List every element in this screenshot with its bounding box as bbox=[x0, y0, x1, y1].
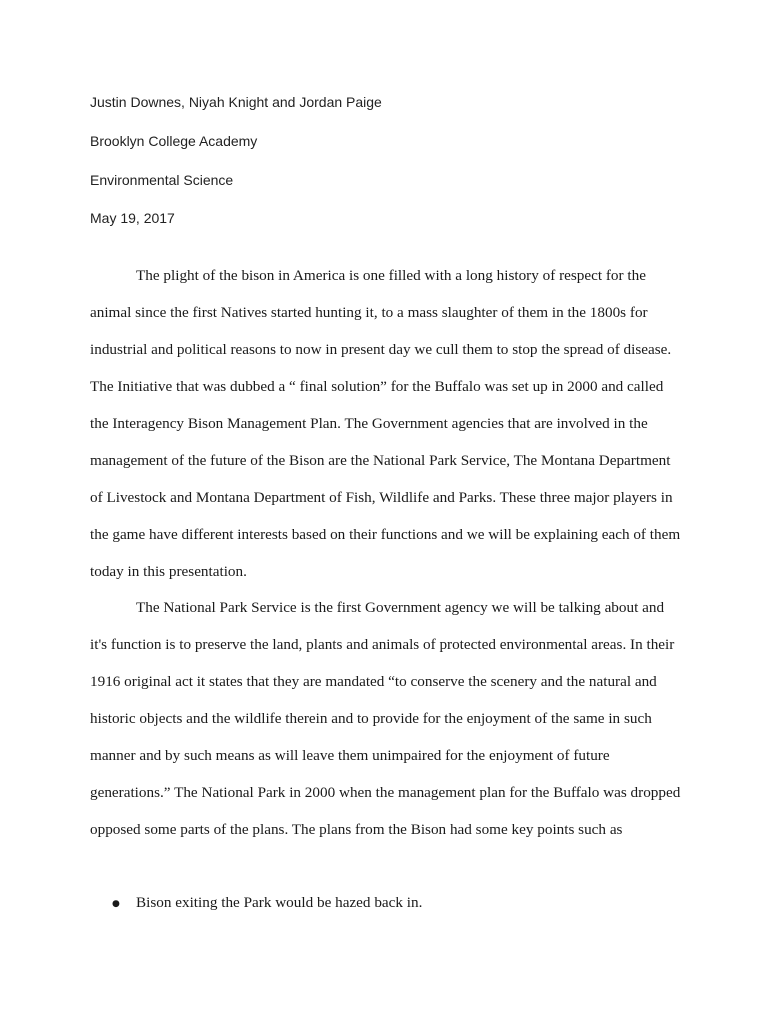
paragraph-line: animal since the first Natives started hunting it, to a mass slaughter of them in the 1800s for bbox=[90, 304, 648, 321]
paragraph-line: The plight of the bison in America is one filled with a long history of respect for the bbox=[136, 267, 646, 284]
paragraph-line: industrial and political reasons to now in present day we cull them to stop the spread of disease. bbox=[90, 341, 672, 358]
paragraph-line: 1916 original act it states that they are mandated “to conserve the scenery and the natural and bbox=[90, 673, 657, 690]
paragraph-line: historic objects and the wildlife therein and to provide for the enjoyment of the same in such bbox=[90, 710, 652, 727]
paragraph-line: of Livestock and Montana Department of Fish, Wildlife and Parks. These three major players in bbox=[90, 489, 673, 506]
date-line: May 19, 2017 bbox=[90, 210, 175, 226]
course-line: Environmental Science bbox=[90, 172, 234, 188]
paragraph-line: the game have different interests based on their functions and we will be explaining each of them bbox=[90, 526, 681, 543]
paragraph-line: the Interagency Bison Management Plan. The Government agencies that are involved in the bbox=[90, 415, 648, 432]
paragraph-line: it's function is to preserve the land, plants and animals of protected environmental areas. In their bbox=[90, 636, 675, 653]
paragraph-line: The National Park Service is the first Government agency we will be talking about and bbox=[136, 599, 665, 616]
paragraph-line: management of the future of the Bison are the National Park Service, The Montana Department bbox=[90, 452, 671, 469]
paragraph-line: generations.” The National Park in 2000 when the management plan for the Buffalo was dropped bbox=[90, 784, 681, 801]
paragraph-line: The Initiative that was dubbed a “ final solution” for the Buffalo was set up in 2000 and called bbox=[90, 378, 664, 395]
paragraph-line: manner and by such means as will leave them unimpaired for the enjoyment of future bbox=[90, 747, 610, 764]
bullet-icon: ● bbox=[112, 899, 120, 909]
paragraph-line: opposed some parts of the plans. The plans from the Bison had some key points such as bbox=[90, 821, 623, 838]
authors-line: Justin Downes, Niyah Knight and Jordan Paige bbox=[90, 94, 382, 110]
paragraph-line: today in this presentation. bbox=[90, 563, 247, 580]
school-line: Brooklyn College Academy bbox=[90, 133, 258, 149]
bullet-text: Bison exiting the Park would be hazed back in. bbox=[136, 894, 423, 911]
